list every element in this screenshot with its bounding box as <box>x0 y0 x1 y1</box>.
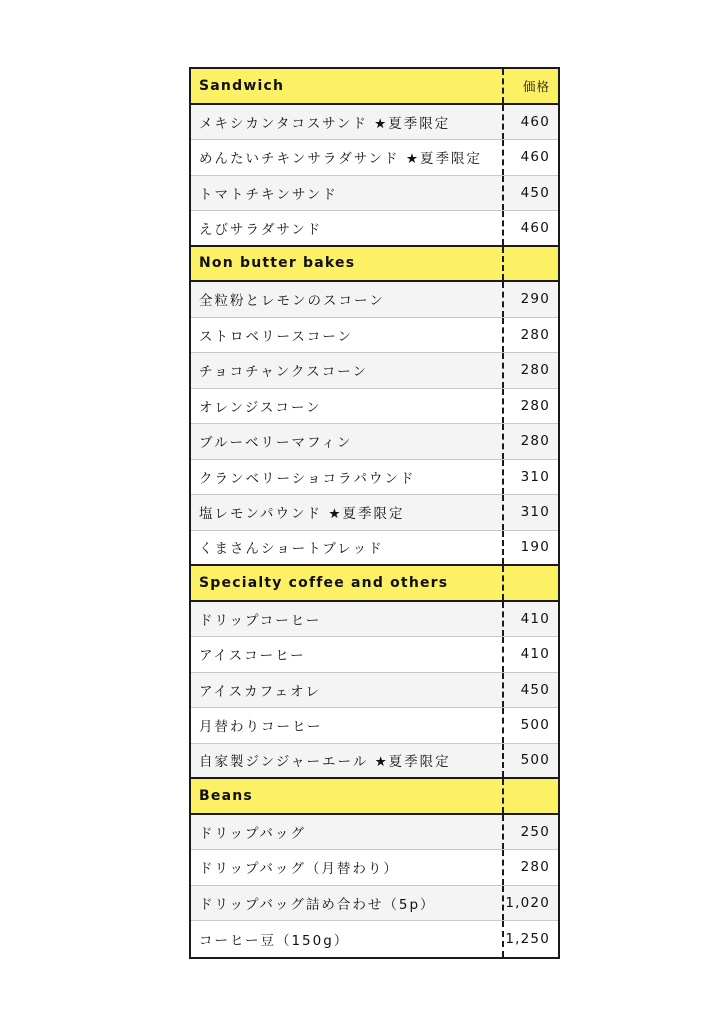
item-name: コーヒー豆（150g） <box>191 921 504 957</box>
item-name: 月替わりコーヒー <box>191 708 504 743</box>
menu-row <box>191 673 558 709</box>
item-price: 450 <box>520 184 550 201</box>
item-name: ドリップコーヒー <box>191 602 504 637</box>
item-name: クランベリーショコラパウンド <box>191 460 504 495</box>
item-price: 310 <box>520 468 550 485</box>
menu-row <box>191 460 558 496</box>
menu-row <box>191 105 558 141</box>
section-title: Beans <box>191 779 504 813</box>
menu-row <box>191 353 558 389</box>
item-price: 250 <box>520 823 550 840</box>
item-name: ドリップバッグ詰め合わせ（5p） <box>191 886 504 921</box>
menu-row <box>191 424 558 460</box>
menu-row <box>191 886 558 922</box>
menu-row <box>191 850 558 886</box>
item-name: くまさんショートブレッド <box>191 531 504 565</box>
price-column-header <box>504 779 558 813</box>
section-header-beans <box>191 779 558 815</box>
item-name: チョコチャンクスコーン <box>191 353 504 388</box>
item-name: めんたいチキンサラダサンド ★夏季限定 <box>191 140 504 175</box>
section-title: Sandwich <box>191 69 504 103</box>
item-price: 280 <box>520 433 550 450</box>
item-name: オレンジスコーン <box>191 389 504 424</box>
item-price: 280 <box>520 362 550 379</box>
price-column-header <box>504 566 558 600</box>
item-name: えびサラダサンド <box>191 211 504 245</box>
item-price: 290 <box>520 291 550 308</box>
item-name: ブルーベリーマフィン <box>191 424 504 459</box>
menu-row <box>191 602 558 638</box>
menu-row <box>191 744 558 780</box>
item-name: ドリップバッグ <box>191 815 504 850</box>
menu-row <box>191 708 558 744</box>
item-price: 1,250 <box>505 930 550 947</box>
section-header-specialty-coffee <box>191 566 558 602</box>
section-header-sandwich <box>191 69 558 105</box>
item-price: 500 <box>520 752 550 769</box>
item-price: 190 <box>520 539 550 556</box>
menu-row <box>191 921 558 957</box>
menu-row <box>191 389 558 425</box>
section-title: Specialty coffee and others <box>191 566 504 600</box>
menu-row <box>191 140 558 176</box>
item-price: 280 <box>520 326 550 343</box>
menu-row <box>191 531 558 567</box>
price-column-header <box>504 247 558 281</box>
item-name: アイスカフェオレ <box>191 673 504 708</box>
item-price: 280 <box>520 397 550 414</box>
menu-row <box>191 495 558 531</box>
menu-row <box>191 282 558 318</box>
item-price: 280 <box>520 859 550 876</box>
item-price: 460 <box>520 113 550 130</box>
item-price: 460 <box>520 149 550 166</box>
item-price: 1,020 <box>505 894 550 911</box>
item-price: 310 <box>520 504 550 521</box>
menu-row <box>191 176 558 212</box>
menu-row <box>191 318 558 354</box>
menu-row <box>191 211 558 247</box>
item-price: 500 <box>520 717 550 734</box>
section-header-non-butter-bakes <box>191 247 558 283</box>
item-name: ストロベリースコーン <box>191 318 504 353</box>
item-name: 全粒粉とレモンのスコーン <box>191 282 504 317</box>
price-column-header: 価格 <box>522 78 550 94</box>
item-price: 410 <box>520 646 550 663</box>
item-name: トマトチキンサンド <box>191 176 504 211</box>
item-name: メキシカンタコスサンド ★夏季限定 <box>191 105 504 140</box>
item-price: 410 <box>520 610 550 627</box>
item-price: 460 <box>520 219 550 236</box>
item-name: アイスコーヒー <box>191 637 504 672</box>
item-price: 450 <box>520 681 550 698</box>
item-name: 塩レモンパウンド ★夏季限定 <box>191 495 504 530</box>
item-name: ドリップバッグ（月替わり） <box>191 850 504 885</box>
menu-table <box>189 67 560 959</box>
section-title: Non butter bakes <box>191 247 504 281</box>
item-name: 自家製ジンジャーエール ★夏季限定 <box>191 744 504 778</box>
menu-row <box>191 815 558 851</box>
menu-row <box>191 637 558 673</box>
